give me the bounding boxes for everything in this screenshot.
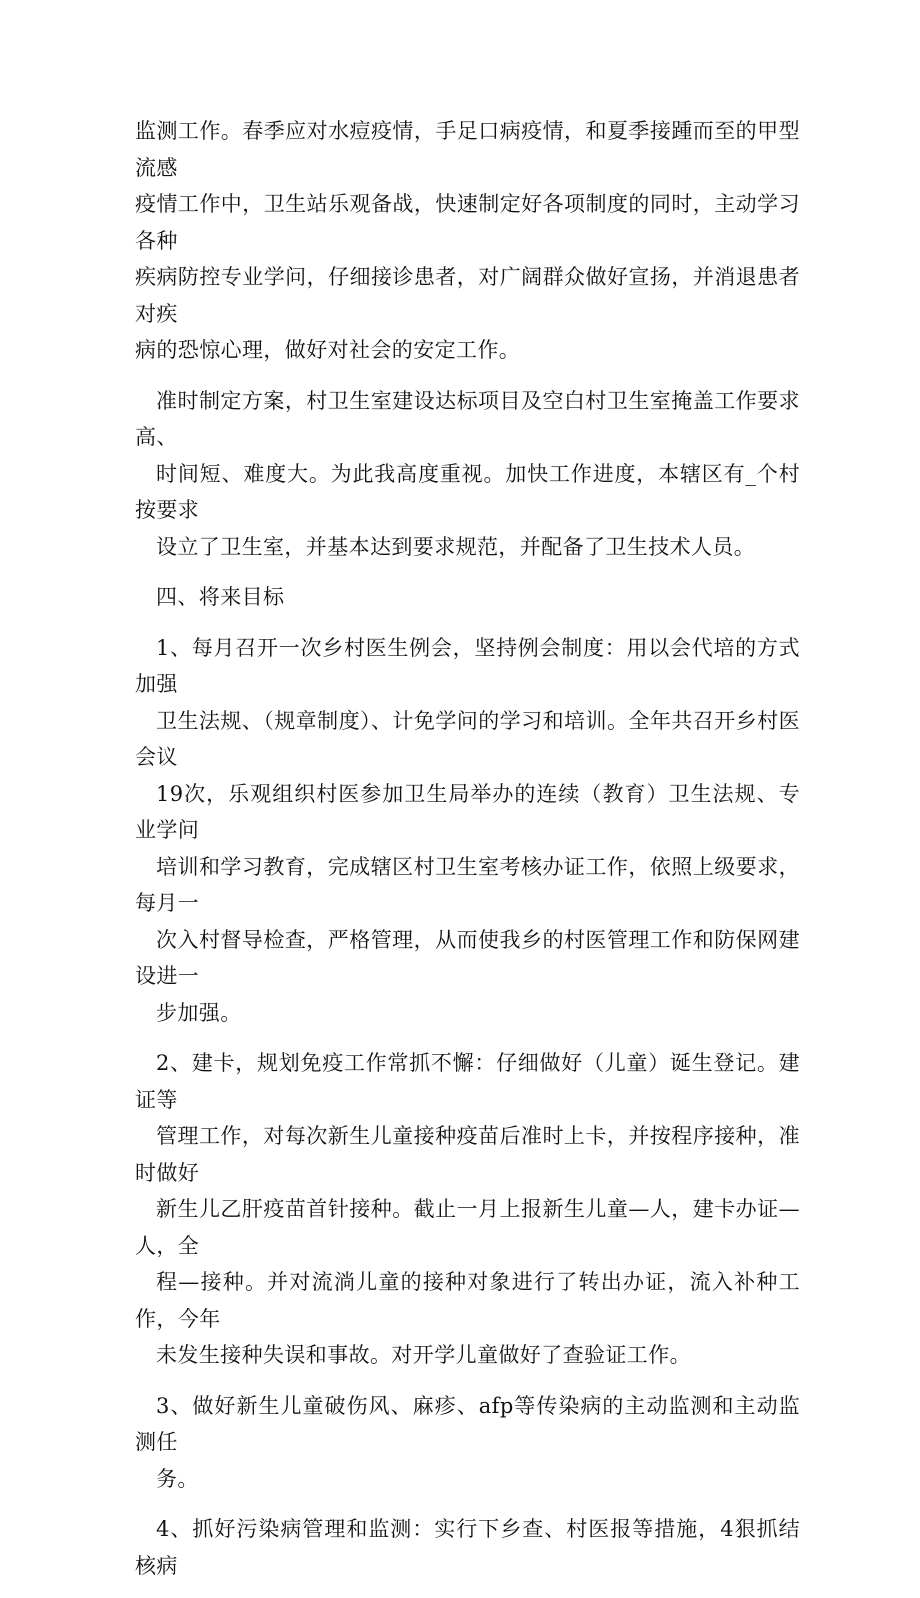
text-line: 疫情工作中，卫生站乐观备战，快速制定好各项制度的同时，主动学习各种 (135, 192, 800, 253)
text-line: 卫生法规、（规章制度）、计免学问的学习和培训。全年共召开乡村医会议 (135, 708, 800, 769)
paragraph (135, 113, 800, 369)
text-line: 步加强。 (156, 1000, 242, 1025)
text-line: 程—接种。并对流淌儿童的接种对象进行了转出办证，流入补种工作，今年 (135, 1270, 800, 1331)
text-line: 3、做好新生儿童破伤风、麻疹、afp等传染病的主动监测和主动监测任 (135, 1393, 800, 1454)
text-line: 4、抓好污染病管理和监测：实行下乡查、村医报等措施，4狠抓结核病 (135, 1517, 800, 1578)
text-line: 四、将来目标 (156, 585, 285, 609)
paragraph (135, 383, 800, 566)
text-line: 2、建卡，规划免疫工作常抓不懈：仔细做好（儿童）诞生登记。建证等 (135, 1051, 800, 1112)
section-heading (135, 579, 800, 616)
document-body (135, 113, 800, 1598)
text-line: 管理工作，对每次新生儿童接种疫苗后准时上卡，并按程序接种，准时做好 (135, 1124, 800, 1185)
paragraph (135, 1045, 800, 1374)
paragraph (135, 1388, 800, 1498)
text-line: 病的恐惊心理，做好对社会的安定工作。 (135, 338, 521, 362)
paragraph (135, 630, 800, 1032)
text-line: 设立了卫生室，并基本达到要求规范，并配备了卫生技术人员。 (156, 534, 756, 559)
paragraph (135, 1511, 800, 1584)
text-line: 次入村督导检查，严格管理，从而使我乡的村医管理工作和防保网建设进一 (135, 927, 800, 988)
text-line: 19次，乐观组织村医参加卫生局举办的连续（教育）卫生法规、专业学问 (135, 781, 800, 842)
text-line: 未发生接种失误和事故。对开学儿童做好了查验证工作。 (156, 1343, 691, 1367)
text-line: 准时制定方案，村卫生室建设达标项目及空白村卫生室掩盖工作要求高、 (135, 388, 800, 449)
text-line: 新生儿乙肝疫苗首针接种。截止一月上报新生儿童—人，建卡办证—人，全 (135, 1197, 800, 1258)
text-line: 监测工作。春季应对水痘疫情，手足口病疫情，和夏季接踵而至的甲型流感 (135, 119, 800, 180)
text-line: 疾病防控专业学问，仔细接诊患者，对广阔群众做好宣扬，并消退患者对疾 (135, 265, 800, 326)
text-line: 时间短、难度大。为此我高度重视。加快工作进度，本辖区有_个村按要求 (135, 461, 800, 522)
text-line: 培训和学习教育，完成辖区村卫生室考核办证工作，依照上级要求，每月一 (135, 854, 800, 915)
text-line: 务。 (156, 1466, 199, 1491)
text-line: 1、每月召开一次乡村医生例会，坚持例会制度：用以会代培的方式加强 (135, 635, 800, 696)
